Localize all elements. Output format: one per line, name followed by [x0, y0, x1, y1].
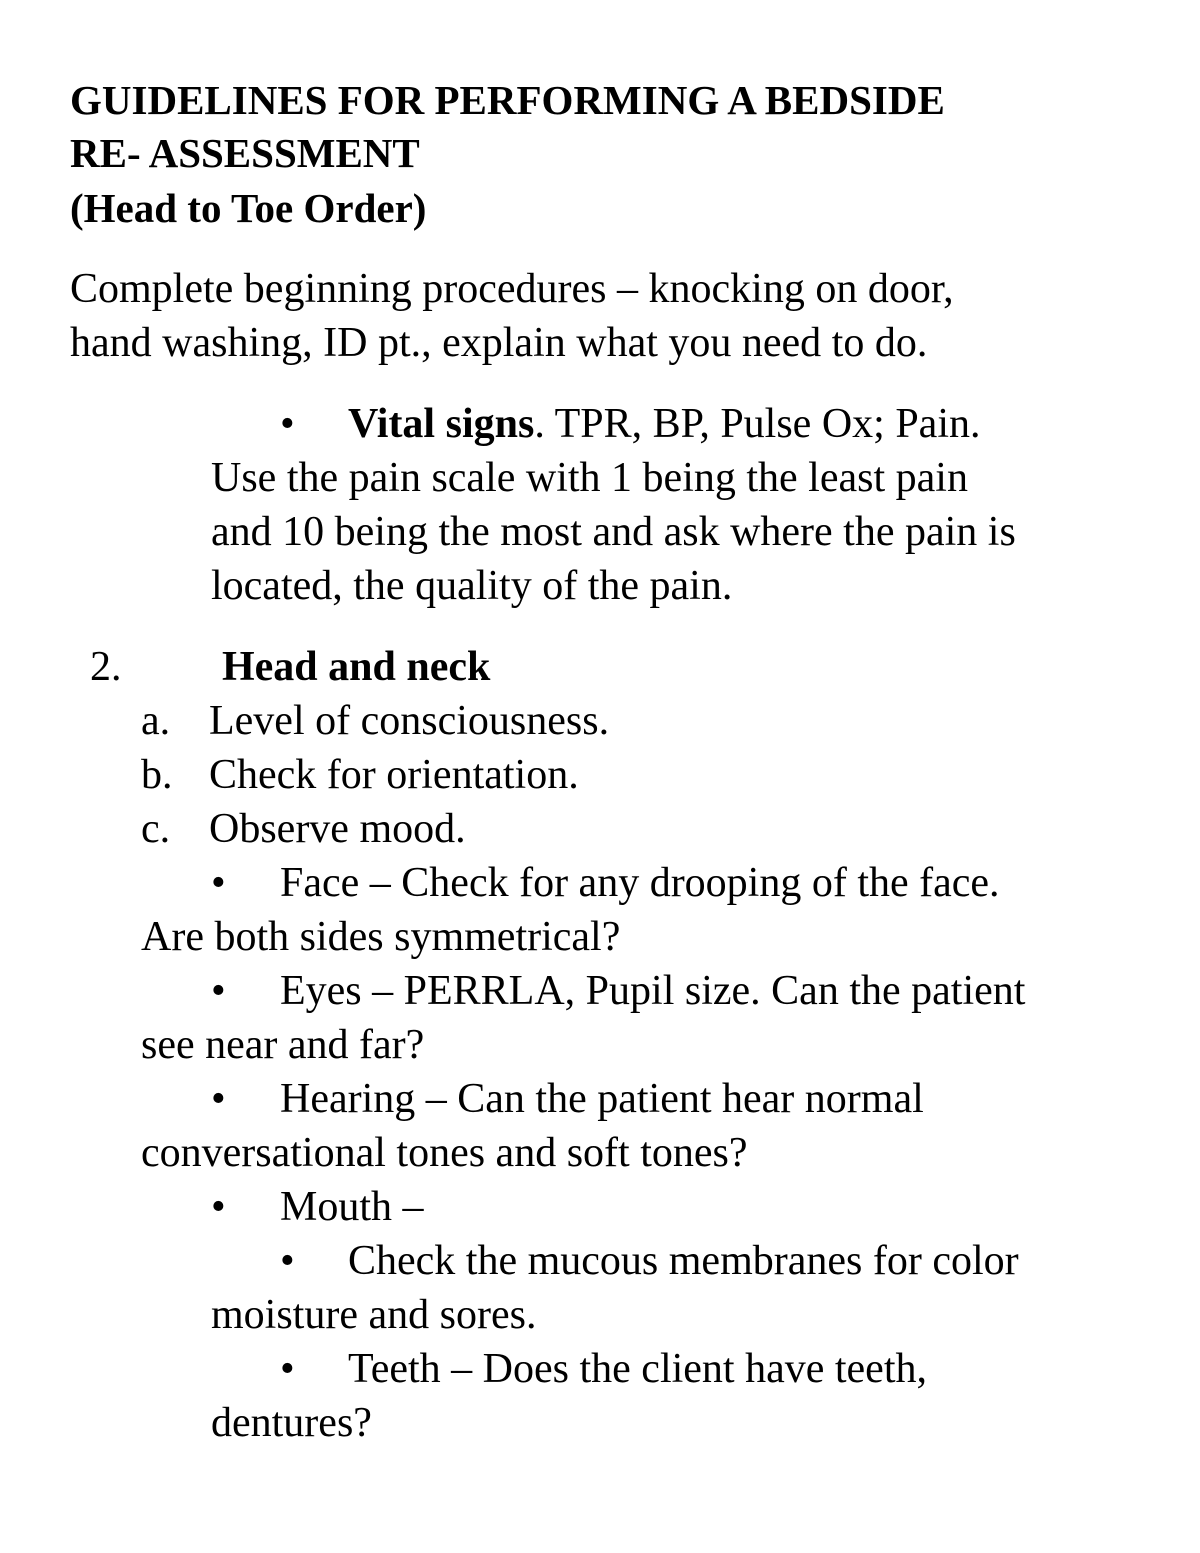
face-line-1: Face – Check for any drooping of the face. [280, 860, 1000, 906]
hearing-line-1: Hearing – Can the patient hear normal [280, 1076, 924, 1122]
mouth-line: Mouth – [280, 1184, 424, 1230]
list-item-level-of-consciousness: Level of consciousness. [209, 698, 610, 744]
mucous-line-2: moisture and sores. [211, 1292, 537, 1338]
intro-line-1: Complete beginning procedures – knocking on door, [70, 266, 954, 312]
eyes-line-2: see near and far? [141, 1022, 425, 1068]
teeth-line-1: Teeth – Does the client have teeth, [348, 1346, 927, 1392]
document-subtitle: (Head to Toe Order) [70, 185, 427, 231]
vital-signs-line-1 [348, 397, 981, 451]
hearing-bullet: • [211, 1076, 226, 1122]
hearing-line-2: conversational tones and soft tones? [141, 1130, 748, 1176]
vital-signs-rest: . TPR, BP, Pulse Ox; Pain. [534, 401, 981, 447]
list-item-observe-mood: Observe mood. [209, 806, 466, 852]
vital-signs-line-2: Use the pain scale with 1 being the least pain [211, 455, 968, 501]
document-title-line-1: GUIDELINES FOR PERFORMING A BEDSIDE [70, 77, 945, 123]
mucous-line-1: Check the mucous membranes for color [348, 1238, 1019, 1284]
face-bullet: • [211, 860, 226, 906]
vital-signs-line-3: and 10 being the most and ask where the pain is [211, 509, 1016, 555]
section-2-heading: Head and neck [222, 644, 491, 690]
mouth-bullet: • [211, 1184, 226, 1230]
teeth-bullet: • [280, 1346, 295, 1392]
teeth-line-2: dentures? [211, 1400, 372, 1446]
vital-signs-label: Vital signs [348, 401, 535, 447]
list-marker-b: b. [141, 752, 173, 798]
document-title-line-2: RE- ASSESSMENT [70, 130, 420, 176]
vital-signs-bullet: • [280, 401, 295, 447]
face-line-2: Are both sides symmetrical? [141, 914, 621, 960]
intro-line-2: hand washing, ID pt., explain what you need to do. [70, 320, 928, 366]
eyes-line-1: Eyes – PERRLA, Pupil size. Can the patient [280, 968, 1026, 1014]
list-marker-c: c. [141, 806, 171, 852]
list-marker-a: a. [141, 698, 171, 744]
mucous-bullet: • [280, 1238, 295, 1284]
list-item-check-orientation: Check for orientation. [209, 752, 579, 798]
section-2-number: 2. [90, 644, 122, 690]
eyes-bullet: • [211, 968, 226, 1014]
vital-signs-line-4: located, the quality of the pain. [211, 563, 733, 609]
